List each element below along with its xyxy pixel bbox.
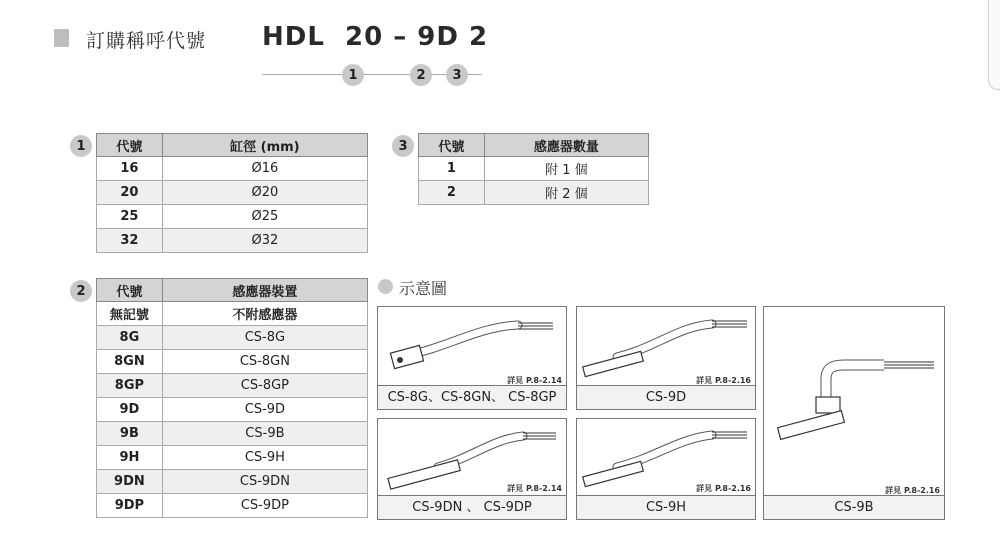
reference-note: 詳見 P.8-2.14: [507, 376, 562, 385]
table-row: [97, 398, 368, 422]
table-row: [97, 470, 368, 494]
table-row: [97, 350, 368, 374]
cell-value: Ø25: [162, 205, 367, 229]
diagram-cs-9dn: [377, 418, 567, 520]
cell-code: 8GP: [97, 374, 163, 398]
table-row: [97, 229, 368, 253]
sensor-device-table: [96, 278, 368, 518]
cell-code: 1: [419, 157, 485, 181]
scrollbar-handle[interactable]: [988, 0, 1000, 90]
table-header-row: [97, 134, 368, 157]
cell-value: CS-8GN: [162, 350, 367, 374]
table-row: [419, 157, 649, 181]
diagram-cs-9d: [576, 306, 756, 410]
cell-value: CS-8GP: [162, 374, 367, 398]
diagram-caption: CS-9H: [577, 495, 755, 519]
cell-code: 2: [419, 181, 485, 205]
cell-code: 9DP: [97, 494, 163, 518]
order-code: HDL 20 – 9D 2: [262, 22, 489, 52]
table-row: [97, 326, 368, 350]
column-header-bore: 缸徑 (mm): [162, 134, 367, 157]
cell-value: CS-8G: [162, 326, 367, 350]
table1-marker: 1: [70, 135, 92, 157]
cell-value: 附 1 個: [484, 157, 648, 181]
cell-value: CS-9D: [162, 398, 367, 422]
column-header-device: 感應器裝置: [162, 279, 367, 302]
table-row: [97, 181, 368, 205]
title-marker: [54, 29, 69, 47]
table-row: [97, 302, 368, 326]
table-row: [97, 205, 368, 229]
column-header-code: 代號: [97, 134, 163, 157]
cell-code: 8GN: [97, 350, 163, 374]
table3-marker: 3: [392, 135, 414, 157]
column-header-quantity: 感應器數量: [484, 134, 648, 157]
diagram-caption: CS-9D: [577, 385, 755, 409]
sensor-quantity-table: [418, 133, 649, 205]
diagram-caption: CS-8G、CS-8GN、 CS-8GP: [378, 385, 566, 409]
code-marker-3: 3: [446, 64, 468, 86]
cell-value: CS-9DP: [162, 494, 367, 518]
reference-note: 詳見 P.8-2.16: [696, 376, 751, 385]
cell-value: CS-9DN: [162, 470, 367, 494]
legend-bullet-icon: [378, 279, 393, 294]
table-row: [97, 374, 368, 398]
reference-note: 詳見 P.8-2.16: [885, 486, 940, 495]
cell-code: 無記號: [97, 302, 163, 326]
reference-note: 詳見 P.8-2.14: [507, 484, 562, 493]
reference-note: 詳見 P.8-2.16: [696, 484, 751, 493]
cell-value: 不附感應器: [162, 302, 367, 326]
table-row: [97, 446, 368, 470]
diagram-cs-9h: [576, 418, 756, 520]
table-row: [97, 157, 368, 181]
cell-code: 32: [97, 229, 163, 253]
cell-value: CS-9H: [162, 446, 367, 470]
code-marker-2: 2: [410, 64, 432, 86]
cell-value: Ø20: [162, 181, 367, 205]
cell-value: CS-9B: [162, 422, 367, 446]
cell-code: 9DN: [97, 470, 163, 494]
column-header-code: 代號: [97, 279, 163, 302]
table-header-row: [97, 279, 368, 302]
code-marker-1: 1: [342, 64, 364, 86]
diagram-caption: CS-9DN 、 CS-9DP: [378, 495, 566, 519]
sensor-9b-illustration: [764, 307, 946, 497]
cell-value: Ø32: [162, 229, 367, 253]
bore-size-table: [96, 133, 368, 253]
cell-code: 20: [97, 181, 163, 205]
cell-code: 9H: [97, 446, 163, 470]
cell-code: 16: [97, 157, 163, 181]
cell-code: 8G: [97, 326, 163, 350]
column-header-code: 代號: [419, 134, 485, 157]
page-title: 訂購稱呼代號: [86, 30, 207, 52]
cell-value: 附 2 個: [484, 181, 648, 205]
table2-marker: 2: [70, 280, 92, 302]
table-row: [419, 181, 649, 205]
cell-code: 9D: [97, 398, 163, 422]
cell-value: Ø16: [162, 157, 367, 181]
diagram-cs-9b: [763, 306, 945, 520]
table-row: [97, 494, 368, 518]
cell-code: 9B: [97, 422, 163, 446]
table-header-row: [419, 134, 649, 157]
table-row: [97, 422, 368, 446]
diagram-legend: 示意圖: [399, 279, 448, 298]
diagram-cs-8g: [377, 306, 567, 410]
diagram-caption: CS-9B: [764, 495, 944, 519]
cell-code: 25: [97, 205, 163, 229]
